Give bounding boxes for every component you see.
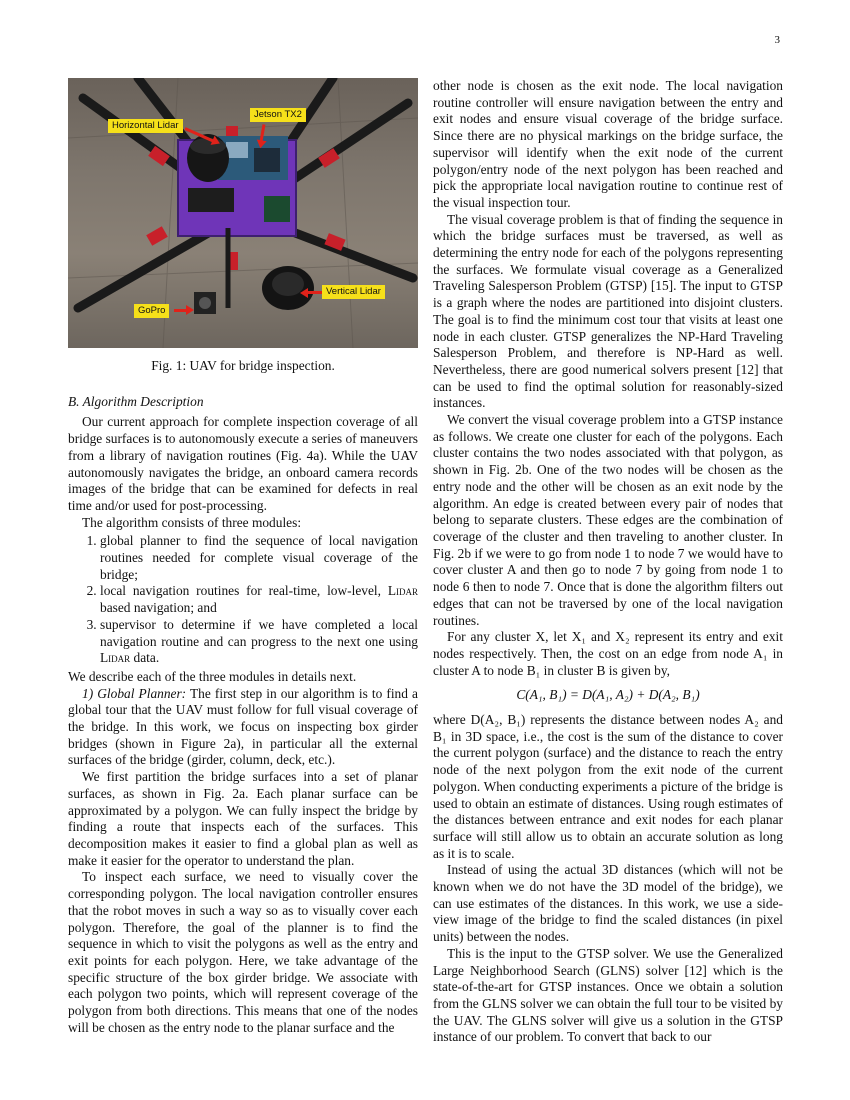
paragraph: The visual coverage problem is that of finding the sequence in which the bridge surfaces must be traversed, as well as determining the entry node for each of the polygons representing the surfaces. We formulate visual coverage as a Generalized Traveling Salesperson Problem (GTSP) [15]. The input to GTSP is a graph where the nodes are partitioned into disjoint clusters. The goal is to find the minimum cost tour that visits at least one node in each cluster. GTSP generalizes the NP-Hard Traveling Salesperson Problem, and therefore is NP-Hard as well. Nevertheless, there are good numerical solvers present [12] that can be used to find the optimal solution for reasonably-sized instances. (433, 211, 783, 411)
gopro-arrow (174, 309, 188, 312)
gopro-label: GoPro (134, 304, 169, 318)
list-item: 3. supervisor to determine if we have completed a local navigation routine and can progress to the next one using Lidar data. (100, 617, 418, 667)
uav-photo (68, 78, 418, 348)
paragraph: To inspect each surface, we need to visually cover the corresponding polygon. The local navigation controller ensures that the robot moves in such a way so as to visually cover each polygon. Therefore, the goal of the planner is to find the sequence in which to visit the polygons as well as the entry and exit points for each polygon. Here, we take advantage of the specific structure of the box girder bridge. We associate with each polygon two points, which will represent coverage of the polygon from both directions. This means that one of the nodes will be chosen as the entry node to the planar surface and the (68, 869, 418, 1035)
paragraph: Instead of using the actual 3D distances (which will not be known when we do not have the 3D model of the bridge), we can use estimates of the distances. In this work, we use a side-view image of the bridge to find the scaled distances (in pixel units) between the nodes. (433, 862, 783, 945)
paragraph: We first partition the bridge surfaces into a set of planar surfaces, as shown in Fig. 2a. Each planar surface can be approximated by a polygon. We can fully inspect the bridge by finding a route that inspects each of the surfaces. This decomposition makes it easier to find a global plan as well as make it easier for the operator to understand the plan. (68, 769, 418, 868)
lidar-word: Lidar (100, 650, 131, 666)
lidar-word: Lidar (387, 583, 418, 599)
right-column (433, 78, 783, 1046)
paragraph: We convert the visual coverage problem into a GTSP instance as follows. We create one cluster for each of the polygons. Each cluster contains the two nodes associated with that polygon, as shown in Fig. 2b. One of the two nodes will be chosen as the entry node and the other will be chosen as an exit node by the algorithm. An edge is created between every pair of nodes that belong to separate clusters. These edges are the combination of coverage of the cluster and then traveling to another cluster. In Fig. 2b if we were to go from node 1 to node 7 we would have to cover cluster A and then go to node 7 by going from node 1 to node 6 then to node 7. Once that is done the algorithm filters out edges that can not be traversed by one of the local navigation routines. (433, 412, 783, 628)
vertical-lidar-label: Vertical Lidar (322, 285, 385, 299)
page-number: 3 (774, 34, 780, 46)
list-item: 1. global planner to find the sequence of local navigation routines needed for complete visual coverage of the bridge; (100, 533, 418, 583)
jetson-label: Jetson TX2 (250, 108, 306, 122)
paragraph: We describe each of the three modules in details next. (68, 668, 357, 684)
list-item: 2. local navigation routines for real-time, low-level, Lidar based navigation; and (100, 583, 418, 616)
vertical-lidar-arrow (306, 291, 322, 294)
subsection-title: 1) Global Planner: (82, 685, 187, 701)
paragraph: other node is chosen as the exit node. The local navigation routine controller will ensure navigation between the entry and exit nodes and ensure visual coverage of the bridge surface. Since there are no physical markings on the bridge surface, the supervisor will identify when the exit node of the current polygon/entry node of the next polygon has been reached and pick the appropriate local navigation routine to continue rest of the visual inspection tour. (433, 78, 783, 210)
cost-equation: C(A₁, B₁) = D(A₁, A₂) + D(A₂, B₁) (516, 687, 700, 703)
paragraph: 1) Global Planner: The first step in our algorithm is to find a global tour that the UAV must follow for full visual coverage of the bridge. In this work, we focus on inspecting box girder bridges (shown in Figure 2a), in particular all the external surfaces of the bridge (girder, column, deck, etc.). (68, 685, 418, 768)
modules-list (68, 533, 418, 667)
section-heading: B. Algorithm Description (68, 393, 204, 409)
paragraph: This is the input to the GTSP solver. We use the Generalized Large Neighborhood Search (GLNS) solver [12] which is the state-of-the-art for GTSP instances. Once we obtain a solution from the GLNS solver we can obtain the full tour to be visited by the UAV. The GLNS solver will give us a solution in the GTSP instance of our problem. To convert that back to our (433, 945, 783, 1045)
figure-caption: Fig. 1: UAV for bridge inspection. (151, 358, 335, 373)
horizontal-lidar-label: Horizontal Lidar (108, 119, 183, 133)
left-column (68, 78, 418, 1036)
paragraph: For any cluster X, let X₁ and X₂ represent its entry and exit nodes respectively. Then, the cost on an edge from node A₁ in cluster A to node B₁ in cluster B is given by, (433, 629, 783, 678)
paragraph: where D(A₂, B₁) represents the distance between nodes A₂ and B₁ in 3D space, i.e., the cost is the sum of the distance to cover the current polygon (surface) and the distance to reach the entry node of the next polygon from the exit node of the current polygon. When conducting experiments a picture of the bridge is used to obtain an estimate of distances. Using rough estimates of the distances between entrance and exit nodes for each planar surface will still allow us to obtain an accurate solution as long as it is to scale. (433, 712, 783, 861)
paragraph: The algorithm consists of three modules: (82, 514, 302, 530)
paragraph: Our current approach for complete inspection coverage of all bridge surfaces is to autonomously execute a series of maneuvers from a library of navigation routines (Fig. 4a). While the UAV autonomously navigates the bridge, an onboard camera records images of the bridge that can be examined for defects in real time and/or used for post-processing. (68, 414, 418, 513)
